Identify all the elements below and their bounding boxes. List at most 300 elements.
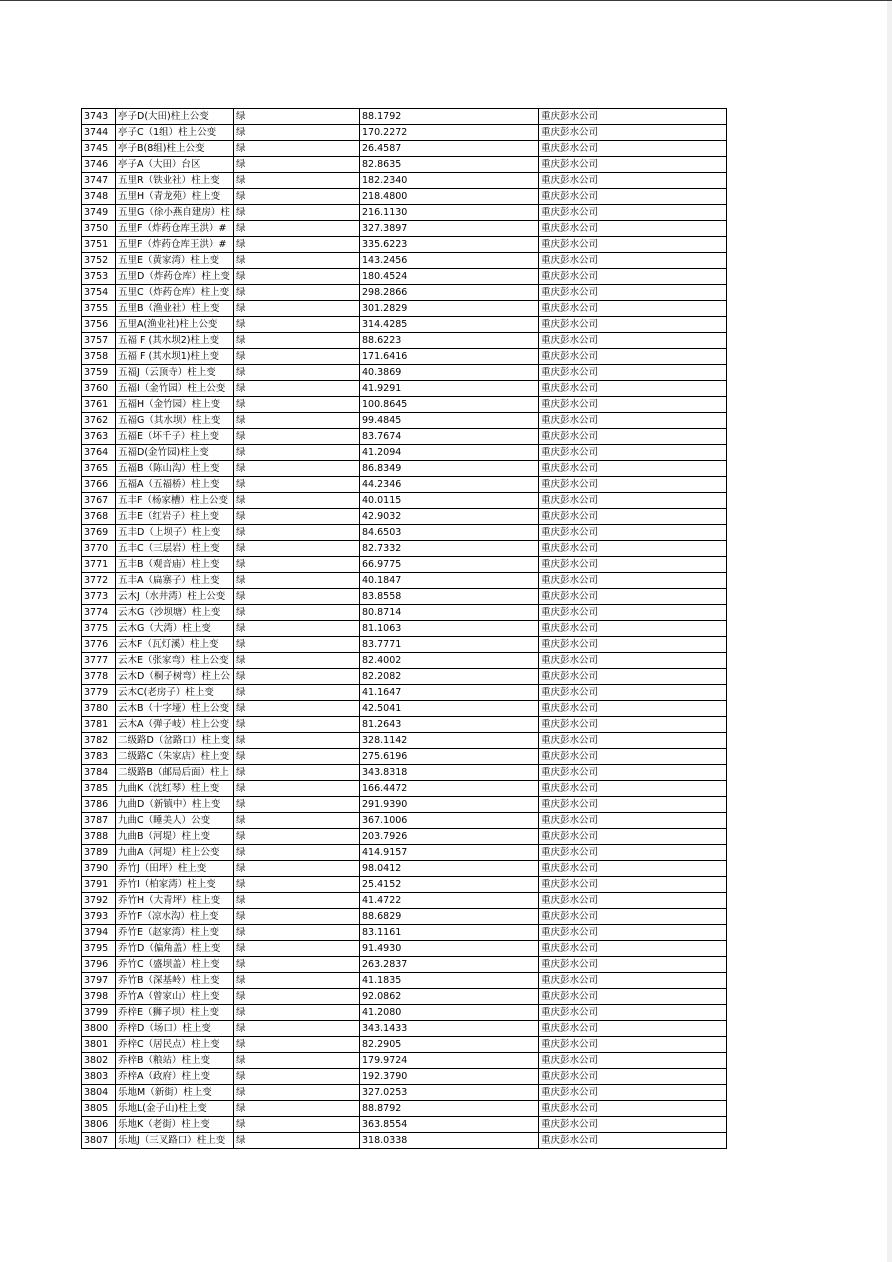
capacity-value-cell: 82.2905 <box>360 1037 539 1053</box>
table-row <box>82 845 727 861</box>
capacity-value-cell: 41.1647 <box>360 685 539 701</box>
capacity-value-cell: 367.1006 <box>360 813 539 829</box>
table-row <box>82 925 727 941</box>
status-color-cell: 绿 <box>234 189 360 205</box>
capacity-value-cell: 92.0862 <box>360 989 539 1005</box>
capacity-value-cell: 40.1847 <box>360 573 539 589</box>
row-number-cell: 3748 <box>82 189 116 205</box>
capacity-value-cell: 301.2829 <box>360 301 539 317</box>
table-row <box>82 1069 727 1085</box>
row-number-cell: 3774 <box>82 605 116 621</box>
status-color-cell: 绿 <box>234 845 360 861</box>
capacity-value-cell: 82.4002 <box>360 653 539 669</box>
status-color-cell: 绿 <box>234 237 360 253</box>
company-name-cell: 重庆彭水公司 <box>539 1069 727 1085</box>
company-name-cell: 重庆彭水公司 <box>539 477 727 493</box>
table-row <box>82 957 727 973</box>
status-color-cell: 绿 <box>234 1085 360 1101</box>
status-color-cell: 绿 <box>234 637 360 653</box>
status-color-cell: 绿 <box>234 429 360 445</box>
company-name-cell: 重庆彭水公司 <box>539 157 727 173</box>
company-name-cell: 重庆彭水公司 <box>539 525 727 541</box>
status-color-cell: 绿 <box>234 317 360 333</box>
company-name-cell: 重庆彭水公司 <box>539 573 727 589</box>
status-color-cell: 绿 <box>234 605 360 621</box>
capacity-value-cell: 25.4152 <box>360 877 539 893</box>
status-color-cell: 绿 <box>234 541 360 557</box>
company-name-cell: 重庆彭水公司 <box>539 189 727 205</box>
transformer-name-cell: 乐地L(金子山)柱上变 <box>116 1101 234 1117</box>
capacity-value-cell: 327.3897 <box>360 221 539 237</box>
table-row <box>82 525 727 541</box>
capacity-value-cell: 192.3790 <box>360 1069 539 1085</box>
status-color-cell: 绿 <box>234 1021 360 1037</box>
company-name-cell: 重庆彭水公司 <box>539 173 727 189</box>
status-color-cell: 绿 <box>234 493 360 509</box>
row-number-cell: 3771 <box>82 557 116 573</box>
company-name-cell: 重庆彭水公司 <box>539 285 727 301</box>
company-name-cell: 重庆彭水公司 <box>539 413 727 429</box>
transformer-name-cell: 五里D（炸药仓库）柱上变 <box>116 269 234 285</box>
status-color-cell: 绿 <box>234 349 360 365</box>
table-row <box>82 1101 727 1117</box>
transformer-name-cell: 九曲D（新镇中）柱上变 <box>116 797 234 813</box>
status-color-cell: 绿 <box>234 573 360 589</box>
capacity-value-cell: 171.6416 <box>360 349 539 365</box>
row-number-cell: 3799 <box>82 1005 116 1021</box>
transformer-name-cell: 五里B（渔业社）柱上变 <box>116 301 234 317</box>
capacity-value-cell: 88.8792 <box>360 1101 539 1117</box>
table-row <box>82 669 727 685</box>
transformer-name-cell: 九曲A（河堤）柱上公变 <box>116 845 234 861</box>
row-number-cell: 3779 <box>82 685 116 701</box>
row-number-cell: 3755 <box>82 301 116 317</box>
status-color-cell: 绿 <box>234 301 360 317</box>
capacity-value-cell: 91.4930 <box>360 941 539 957</box>
row-number-cell: 3749 <box>82 205 116 221</box>
transformer-name-cell: 乐地K（老街）柱上变 <box>116 1117 234 1133</box>
transformer-name-cell: 五里F（炸药仓库王洪）# <box>116 237 234 253</box>
company-name-cell: 重庆彭水公司 <box>539 253 727 269</box>
company-name-cell: 重庆彭水公司 <box>539 1053 727 1069</box>
company-name-cell: 重庆彭水公司 <box>539 989 727 1005</box>
transformer-name-cell: 二级路B（邮局后面）柱上 <box>116 765 234 781</box>
capacity-value-cell: 41.2094 <box>360 445 539 461</box>
table-row <box>82 493 727 509</box>
capacity-value-cell: 88.6223 <box>360 333 539 349</box>
table-row <box>82 861 727 877</box>
company-name-cell: 重庆彭水公司 <box>539 557 727 573</box>
status-color-cell: 绿 <box>234 157 360 173</box>
status-color-cell: 绿 <box>234 749 360 765</box>
table-row <box>82 781 727 797</box>
row-number-cell: 3758 <box>82 349 116 365</box>
status-color-cell: 绿 <box>234 797 360 813</box>
status-color-cell: 绿 <box>234 1005 360 1021</box>
page-right-edge <box>887 1 892 1262</box>
table-row <box>82 877 727 893</box>
transformer-name-cell: 五丰A（扁寨子）柱上变 <box>116 573 234 589</box>
table-row <box>82 829 727 845</box>
table-row <box>82 765 727 781</box>
capacity-value-cell: 327.0253 <box>360 1085 539 1101</box>
transformer-name-cell: 乔梓D（场口）柱上变 <box>116 1021 234 1037</box>
company-name-cell: 重庆彭水公司 <box>539 1037 727 1053</box>
status-color-cell: 绿 <box>234 861 360 877</box>
transformer-name-cell: 五里H（青龙苑）柱上变 <box>116 189 234 205</box>
transformer-name-cell: 云木G（沙坝塘）柱上变 <box>116 605 234 621</box>
capacity-value-cell: 83.8558 <box>360 589 539 605</box>
transformer-name-cell: 九曲K（沈红琴）柱上变 <box>116 781 234 797</box>
row-number-cell: 3744 <box>82 125 116 141</box>
status-color-cell: 绿 <box>234 413 360 429</box>
company-name-cell: 重庆彭水公司 <box>539 333 727 349</box>
transformer-name-cell: 五福H（金竹园）柱上变 <box>116 397 234 413</box>
transformer-name-cell: 乔竹F（凉水沟）柱上变 <box>116 909 234 925</box>
table-row <box>82 285 727 301</box>
transformer-name-cell: 乐地M（新街）柱上变 <box>116 1085 234 1101</box>
transformer-name-cell: 乔梓A（政府）柱上变 <box>116 1069 234 1085</box>
transformer-name-cell: 二级路C（朱家店）柱上变 <box>116 749 234 765</box>
transformer-name-cell: 五福 F (其水坝2)柱上变 <box>116 333 234 349</box>
status-color-cell: 绿 <box>234 829 360 845</box>
transformer-name-cell: 云木A（弹子岐）柱上公变 <box>116 717 234 733</box>
capacity-value-cell: 314.4285 <box>360 317 539 333</box>
table-row <box>82 621 727 637</box>
row-number-cell: 3790 <box>82 861 116 877</box>
transformer-name-cell: 五里E（黄家湾）柱上变 <box>116 253 234 269</box>
company-name-cell: 重庆彭水公司 <box>539 861 727 877</box>
company-name-cell: 重庆彭水公司 <box>539 653 727 669</box>
status-color-cell: 绿 <box>234 973 360 989</box>
status-color-cell: 绿 <box>234 909 360 925</box>
transformer-name-cell: 乔梓C（居民点）柱上变 <box>116 1037 234 1053</box>
status-color-cell: 绿 <box>234 941 360 957</box>
table-row <box>82 237 727 253</box>
capacity-value-cell: 180.4524 <box>360 269 539 285</box>
transformer-table <box>81 108 727 1149</box>
company-name-cell: 重庆彭水公司 <box>539 605 727 621</box>
capacity-value-cell: 83.7771 <box>360 637 539 653</box>
capacity-value-cell: 42.9032 <box>360 509 539 525</box>
capacity-value-cell: 99.4845 <box>360 413 539 429</box>
row-number-cell: 3763 <box>82 429 116 445</box>
company-name-cell: 重庆彭水公司 <box>539 445 727 461</box>
capacity-value-cell: 44.2346 <box>360 477 539 493</box>
status-color-cell: 绿 <box>234 381 360 397</box>
status-color-cell: 绿 <box>234 269 360 285</box>
status-color-cell: 绿 <box>234 1117 360 1133</box>
status-color-cell: 绿 <box>234 957 360 973</box>
status-color-cell: 绿 <box>234 1037 360 1053</box>
row-number-cell: 3796 <box>82 957 116 973</box>
status-color-cell: 绿 <box>234 925 360 941</box>
table-row <box>82 605 727 621</box>
status-color-cell: 绿 <box>234 893 360 909</box>
row-number-cell: 3787 <box>82 813 116 829</box>
company-name-cell: 重庆彭水公司 <box>539 141 727 157</box>
table-row <box>82 1133 727 1149</box>
row-number-cell: 3769 <box>82 525 116 541</box>
table-row <box>82 173 727 189</box>
table-row <box>82 701 727 717</box>
table-row <box>82 157 727 173</box>
row-number-cell: 3770 <box>82 541 116 557</box>
company-name-cell: 重庆彭水公司 <box>539 749 727 765</box>
status-color-cell: 绿 <box>234 669 360 685</box>
table-row <box>82 1117 727 1133</box>
capacity-value-cell: 26.4587 <box>360 141 539 157</box>
table-row <box>82 573 727 589</box>
company-name-cell: 重庆彭水公司 <box>539 109 727 125</box>
row-number-cell: 3762 <box>82 413 116 429</box>
row-number-cell: 3795 <box>82 941 116 957</box>
table-row <box>82 365 727 381</box>
status-color-cell: 绿 <box>234 781 360 797</box>
table-row <box>82 973 727 989</box>
capacity-value-cell: 81.2643 <box>360 717 539 733</box>
status-color-cell: 绿 <box>234 141 360 157</box>
table-row <box>82 141 727 157</box>
company-name-cell: 重庆彭水公司 <box>539 205 727 221</box>
capacity-value-cell: 318.0338 <box>360 1133 539 1149</box>
company-name-cell: 重庆彭水公司 <box>539 813 727 829</box>
status-color-cell: 绿 <box>234 285 360 301</box>
row-number-cell: 3767 <box>82 493 116 509</box>
row-number-cell: 3753 <box>82 269 116 285</box>
company-name-cell: 重庆彭水公司 <box>539 701 727 717</box>
company-name-cell: 重庆彭水公司 <box>539 733 727 749</box>
row-number-cell: 3783 <box>82 749 116 765</box>
table-row <box>82 445 727 461</box>
transformer-name-cell: 五丰B（观音庙）柱上变 <box>116 557 234 573</box>
company-name-cell: 重庆彭水公司 <box>539 637 727 653</box>
capacity-value-cell: 98.0412 <box>360 861 539 877</box>
table-row <box>82 653 727 669</box>
transformer-name-cell: 云木G（大湾）柱上变 <box>116 621 234 637</box>
status-color-cell: 绿 <box>234 445 360 461</box>
row-number-cell: 3754 <box>82 285 116 301</box>
transformer-name-cell: 云木J（水井湾）柱上公变 <box>116 589 234 605</box>
row-number-cell: 3760 <box>82 381 116 397</box>
transformer-name-cell: 五丰E（红岩子）柱上变 <box>116 509 234 525</box>
company-name-cell: 重庆彭水公司 <box>539 589 727 605</box>
status-color-cell: 绿 <box>234 621 360 637</box>
table-row <box>82 941 727 957</box>
status-color-cell: 绿 <box>234 717 360 733</box>
status-color-cell: 绿 <box>234 1069 360 1085</box>
status-color-cell: 绿 <box>234 221 360 237</box>
transformer-name-cell: 五福E（坏千子）柱上变 <box>116 429 234 445</box>
row-number-cell: 3782 <box>82 733 116 749</box>
table-row <box>82 301 727 317</box>
company-name-cell: 重庆彭水公司 <box>539 973 727 989</box>
table-row <box>82 557 727 573</box>
row-number-cell: 3793 <box>82 909 116 925</box>
capacity-value-cell: 86.8349 <box>360 461 539 477</box>
capacity-value-cell: 170.2272 <box>360 125 539 141</box>
capacity-value-cell: 335.6223 <box>360 237 539 253</box>
table-row <box>82 893 727 909</box>
status-color-cell: 绿 <box>234 477 360 493</box>
status-color-cell: 绿 <box>234 253 360 269</box>
capacity-value-cell: 166.4472 <box>360 781 539 797</box>
transformer-name-cell: 乔竹B（深基岭）柱上变 <box>116 973 234 989</box>
transformer-name-cell: 云木B（十字垭）柱上公变 <box>116 701 234 717</box>
capacity-value-cell: 41.9291 <box>360 381 539 397</box>
company-name-cell: 重庆彭水公司 <box>539 669 727 685</box>
company-name-cell: 重庆彭水公司 <box>539 509 727 525</box>
transformer-name-cell: 亭子C（1组）柱上公变 <box>116 125 234 141</box>
table-row <box>82 333 727 349</box>
company-name-cell: 重庆彭水公司 <box>539 317 727 333</box>
capacity-value-cell: 182.2340 <box>360 173 539 189</box>
status-color-cell: 绿 <box>234 653 360 669</box>
status-color-cell: 绿 <box>234 701 360 717</box>
company-name-cell: 重庆彭水公司 <box>539 429 727 445</box>
capacity-value-cell: 143.2456 <box>360 253 539 269</box>
capacity-value-cell: 328.1142 <box>360 733 539 749</box>
company-name-cell: 重庆彭水公司 <box>539 877 727 893</box>
capacity-value-cell: 263.2837 <box>360 957 539 973</box>
transformer-name-cell: 云木C(老房子）柱上变 <box>116 685 234 701</box>
transformer-name-cell: 九曲C（睡美人）公变 <box>116 813 234 829</box>
status-color-cell: 绿 <box>234 509 360 525</box>
table-row <box>82 1021 727 1037</box>
transformer-name-cell: 乔竹H（大青坪）柱上变 <box>116 893 234 909</box>
table-row <box>82 205 727 221</box>
capacity-value-cell: 40.0115 <box>360 493 539 509</box>
table-row <box>82 349 727 365</box>
company-name-cell: 重庆彭水公司 <box>539 125 727 141</box>
capacity-value-cell: 216.1130 <box>360 205 539 221</box>
row-number-cell: 3761 <box>82 397 116 413</box>
capacity-value-cell: 84.6503 <box>360 525 539 541</box>
table-row <box>82 1085 727 1101</box>
transformer-name-cell: 五福I（金竹园）柱上公变 <box>116 381 234 397</box>
capacity-value-cell: 414.9157 <box>360 845 539 861</box>
row-number-cell: 3778 <box>82 669 116 685</box>
company-name-cell: 重庆彭水公司 <box>539 941 727 957</box>
row-number-cell: 3794 <box>82 925 116 941</box>
capacity-value-cell: 41.2080 <box>360 1005 539 1021</box>
company-name-cell: 重庆彭水公司 <box>539 893 727 909</box>
transformer-name-cell: 二级路D（岔路口）柱上变 <box>116 733 234 749</box>
row-number-cell: 3745 <box>82 141 116 157</box>
row-number-cell: 3798 <box>82 989 116 1005</box>
status-color-cell: 绿 <box>234 1101 360 1117</box>
row-number-cell: 3804 <box>82 1085 116 1101</box>
transformer-name-cell: 云木F（瓦灯溪）柱上变 <box>116 637 234 653</box>
company-name-cell: 重庆彭水公司 <box>539 685 727 701</box>
status-color-cell: 绿 <box>234 765 360 781</box>
status-color-cell: 绿 <box>234 557 360 573</box>
capacity-value-cell: 100.8645 <box>360 397 539 413</box>
capacity-value-cell: 218.4800 <box>360 189 539 205</box>
table-row <box>82 637 727 653</box>
capacity-value-cell: 298.2866 <box>360 285 539 301</box>
row-number-cell: 3791 <box>82 877 116 893</box>
capacity-value-cell: 88.1792 <box>360 109 539 125</box>
company-name-cell: 重庆彭水公司 <box>539 1005 727 1021</box>
row-number-cell: 3773 <box>82 589 116 605</box>
company-name-cell: 重庆彭水公司 <box>539 781 727 797</box>
table-row <box>82 541 727 557</box>
status-color-cell: 绿 <box>234 589 360 605</box>
table-row <box>82 461 727 477</box>
row-number-cell: 3805 <box>82 1101 116 1117</box>
page-top-border <box>0 0 892 1</box>
company-name-cell: 重庆彭水公司 <box>539 461 727 477</box>
table-row <box>82 989 727 1005</box>
capacity-value-cell: 41.4722 <box>360 893 539 909</box>
company-name-cell: 重庆彭水公司 <box>539 1021 727 1037</box>
row-number-cell: 3785 <box>82 781 116 797</box>
status-color-cell: 绿 <box>234 989 360 1005</box>
row-number-cell: 3775 <box>82 621 116 637</box>
table-row <box>82 733 727 749</box>
row-number-cell: 3792 <box>82 893 116 909</box>
capacity-value-cell: 88.6829 <box>360 909 539 925</box>
transformer-name-cell: 亭子B(8组)柱上公变 <box>116 141 234 157</box>
company-name-cell: 重庆彭水公司 <box>539 925 727 941</box>
table-row <box>82 253 727 269</box>
transformer-name-cell: 亭子D(大田)柱上公变 <box>116 109 234 125</box>
company-name-cell: 重庆彭水公司 <box>539 493 727 509</box>
table-row <box>82 109 727 125</box>
transformer-name-cell: 五福A（五福桥）柱上变 <box>116 477 234 493</box>
transformer-name-cell: 五丰F（杨家槽）柱上公变 <box>116 493 234 509</box>
table-row <box>82 477 727 493</box>
capacity-value-cell: 291.9390 <box>360 797 539 813</box>
transformer-name-cell: 五丰C（三层岩）柱上变 <box>116 541 234 557</box>
table-row <box>82 797 727 813</box>
company-name-cell: 重庆彭水公司 <box>539 349 727 365</box>
status-color-cell: 绿 <box>234 333 360 349</box>
company-name-cell: 重庆彭水公司 <box>539 717 727 733</box>
transformer-name-cell: 乐地J（三叉路口）柱上变 <box>116 1133 234 1149</box>
capacity-value-cell: 343.1433 <box>360 1021 539 1037</box>
capacity-value-cell: 82.7332 <box>360 541 539 557</box>
table-row <box>82 1053 727 1069</box>
table-row <box>82 813 727 829</box>
company-name-cell: 重庆彭水公司 <box>539 397 727 413</box>
status-color-cell: 绿 <box>234 125 360 141</box>
table-row <box>82 221 727 237</box>
table-row <box>82 429 727 445</box>
status-color-cell: 绿 <box>234 109 360 125</box>
company-name-cell: 重庆彭水公司 <box>539 221 727 237</box>
table-row <box>82 397 727 413</box>
company-name-cell: 重庆彭水公司 <box>539 797 727 813</box>
row-number-cell: 3780 <box>82 701 116 717</box>
transformer-name-cell: 云木E（张家弯）柱上公变 <box>116 653 234 669</box>
table-row <box>82 317 727 333</box>
capacity-value-cell: 83.1161 <box>360 925 539 941</box>
row-number-cell: 3784 <box>82 765 116 781</box>
table-row <box>82 509 727 525</box>
company-name-cell: 重庆彭水公司 <box>539 1101 727 1117</box>
status-color-cell: 绿 <box>234 685 360 701</box>
company-name-cell: 重庆彭水公司 <box>539 621 727 637</box>
transformer-name-cell: 九曲B（河堤）柱上变 <box>116 829 234 845</box>
transformer-name-cell: 五里F（炸药仓库王洪）# <box>116 221 234 237</box>
capacity-value-cell: 42.5041 <box>360 701 539 717</box>
company-name-cell: 重庆彭水公司 <box>539 301 727 317</box>
capacity-value-cell: 66.9775 <box>360 557 539 573</box>
status-color-cell: 绿 <box>234 877 360 893</box>
row-number-cell: 3797 <box>82 973 116 989</box>
